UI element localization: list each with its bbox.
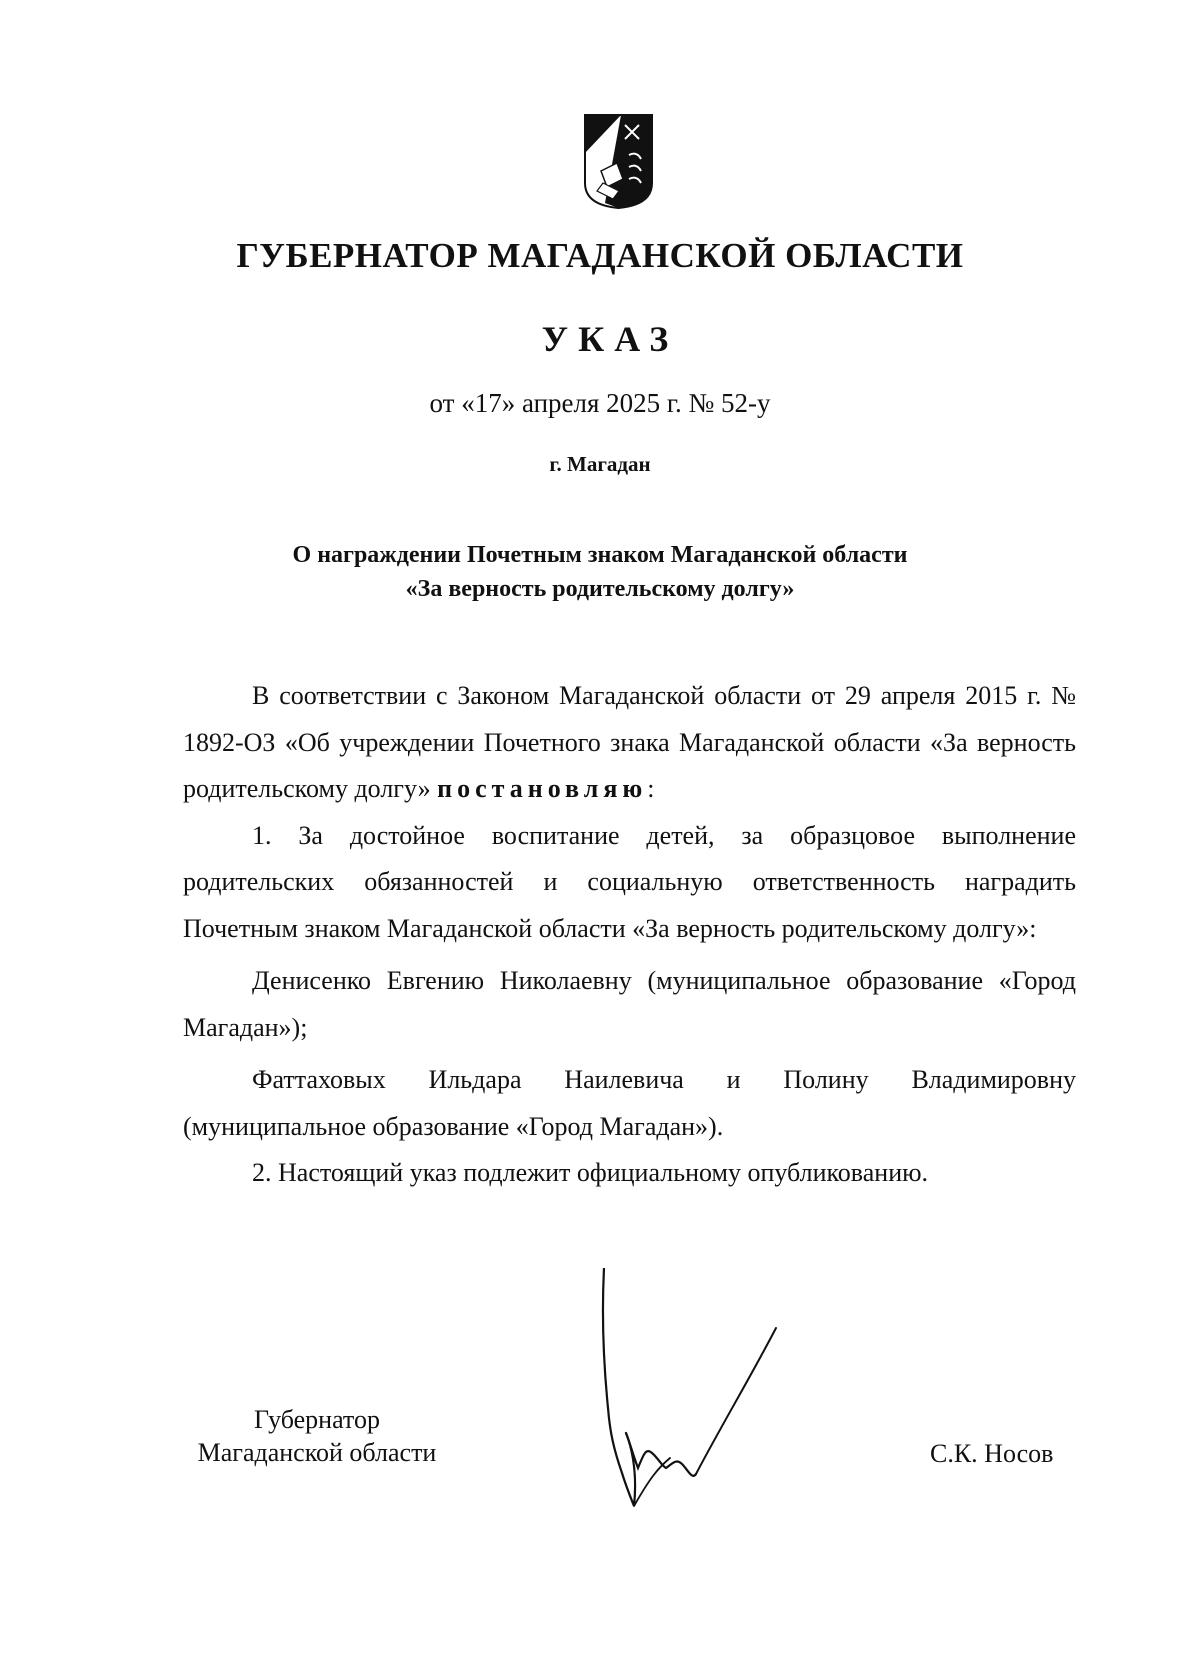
signatory-position-line-1: Губернатор — [254, 1405, 380, 1434]
coat-of-arms-icon — [583, 113, 654, 210]
preamble-paragraph — [183, 673, 1076, 813]
document-subject — [0, 538, 1200, 606]
subject-line-1: О награждении Почетным знаком Магаданской области — [292, 542, 908, 568]
item-1-paragraph: 1. За достойное воспитание детей, за образцовое выполнение родительских обязанностей и социальную ответственность наградить Почетным знаком Магаданской области «За верность родительскому долгу»: — [183, 820, 1076, 943]
decree-word: постановляю — [437, 774, 648, 803]
preamble-end: : — [647, 774, 655, 803]
document-date-number: от «17» апреля 2025 г. № 52-у — [429, 388, 771, 418]
subject-line-2: «За верность родительскому долгу» — [405, 576, 795, 602]
document-body — [183, 673, 1076, 1197]
preamble-text: В соответствии с Законом Магаданской области от 29 апреля 2015 г. № 1892-ОЗ «Об учреждении Почетного знака Магаданской области «За верность родительскому долгу» — [183, 681, 1076, 803]
document-city: г. Магадан — [549, 452, 651, 476]
signatory-position — [182, 1403, 452, 1469]
item-2-paragraph: 2. Настоящий указ подлежит официальному опубликованию. — [252, 1158, 929, 1187]
document-type: УКАЗ — [541, 319, 679, 359]
handwritten-signature — [600, 1268, 840, 1523]
awardee-2-paragraph: Фаттаховых Ильдара Наилевича и Полину Владимировну (муниципальное образование «Город Магадан»). — [183, 1065, 1076, 1141]
authority-title: ГУБЕРНАТОР МАГАДАНСКОЙ ОБЛАСТИ — [236, 236, 964, 275]
signatory-position-line-2: Магаданской области — [197, 1438, 437, 1467]
signatory-name: С.К. Носов — [930, 1439, 1054, 1468]
awardee-1-paragraph: Денисенко Евгению Николаевну (муниципальное образование «Город Магадан»); — [183, 966, 1076, 1042]
